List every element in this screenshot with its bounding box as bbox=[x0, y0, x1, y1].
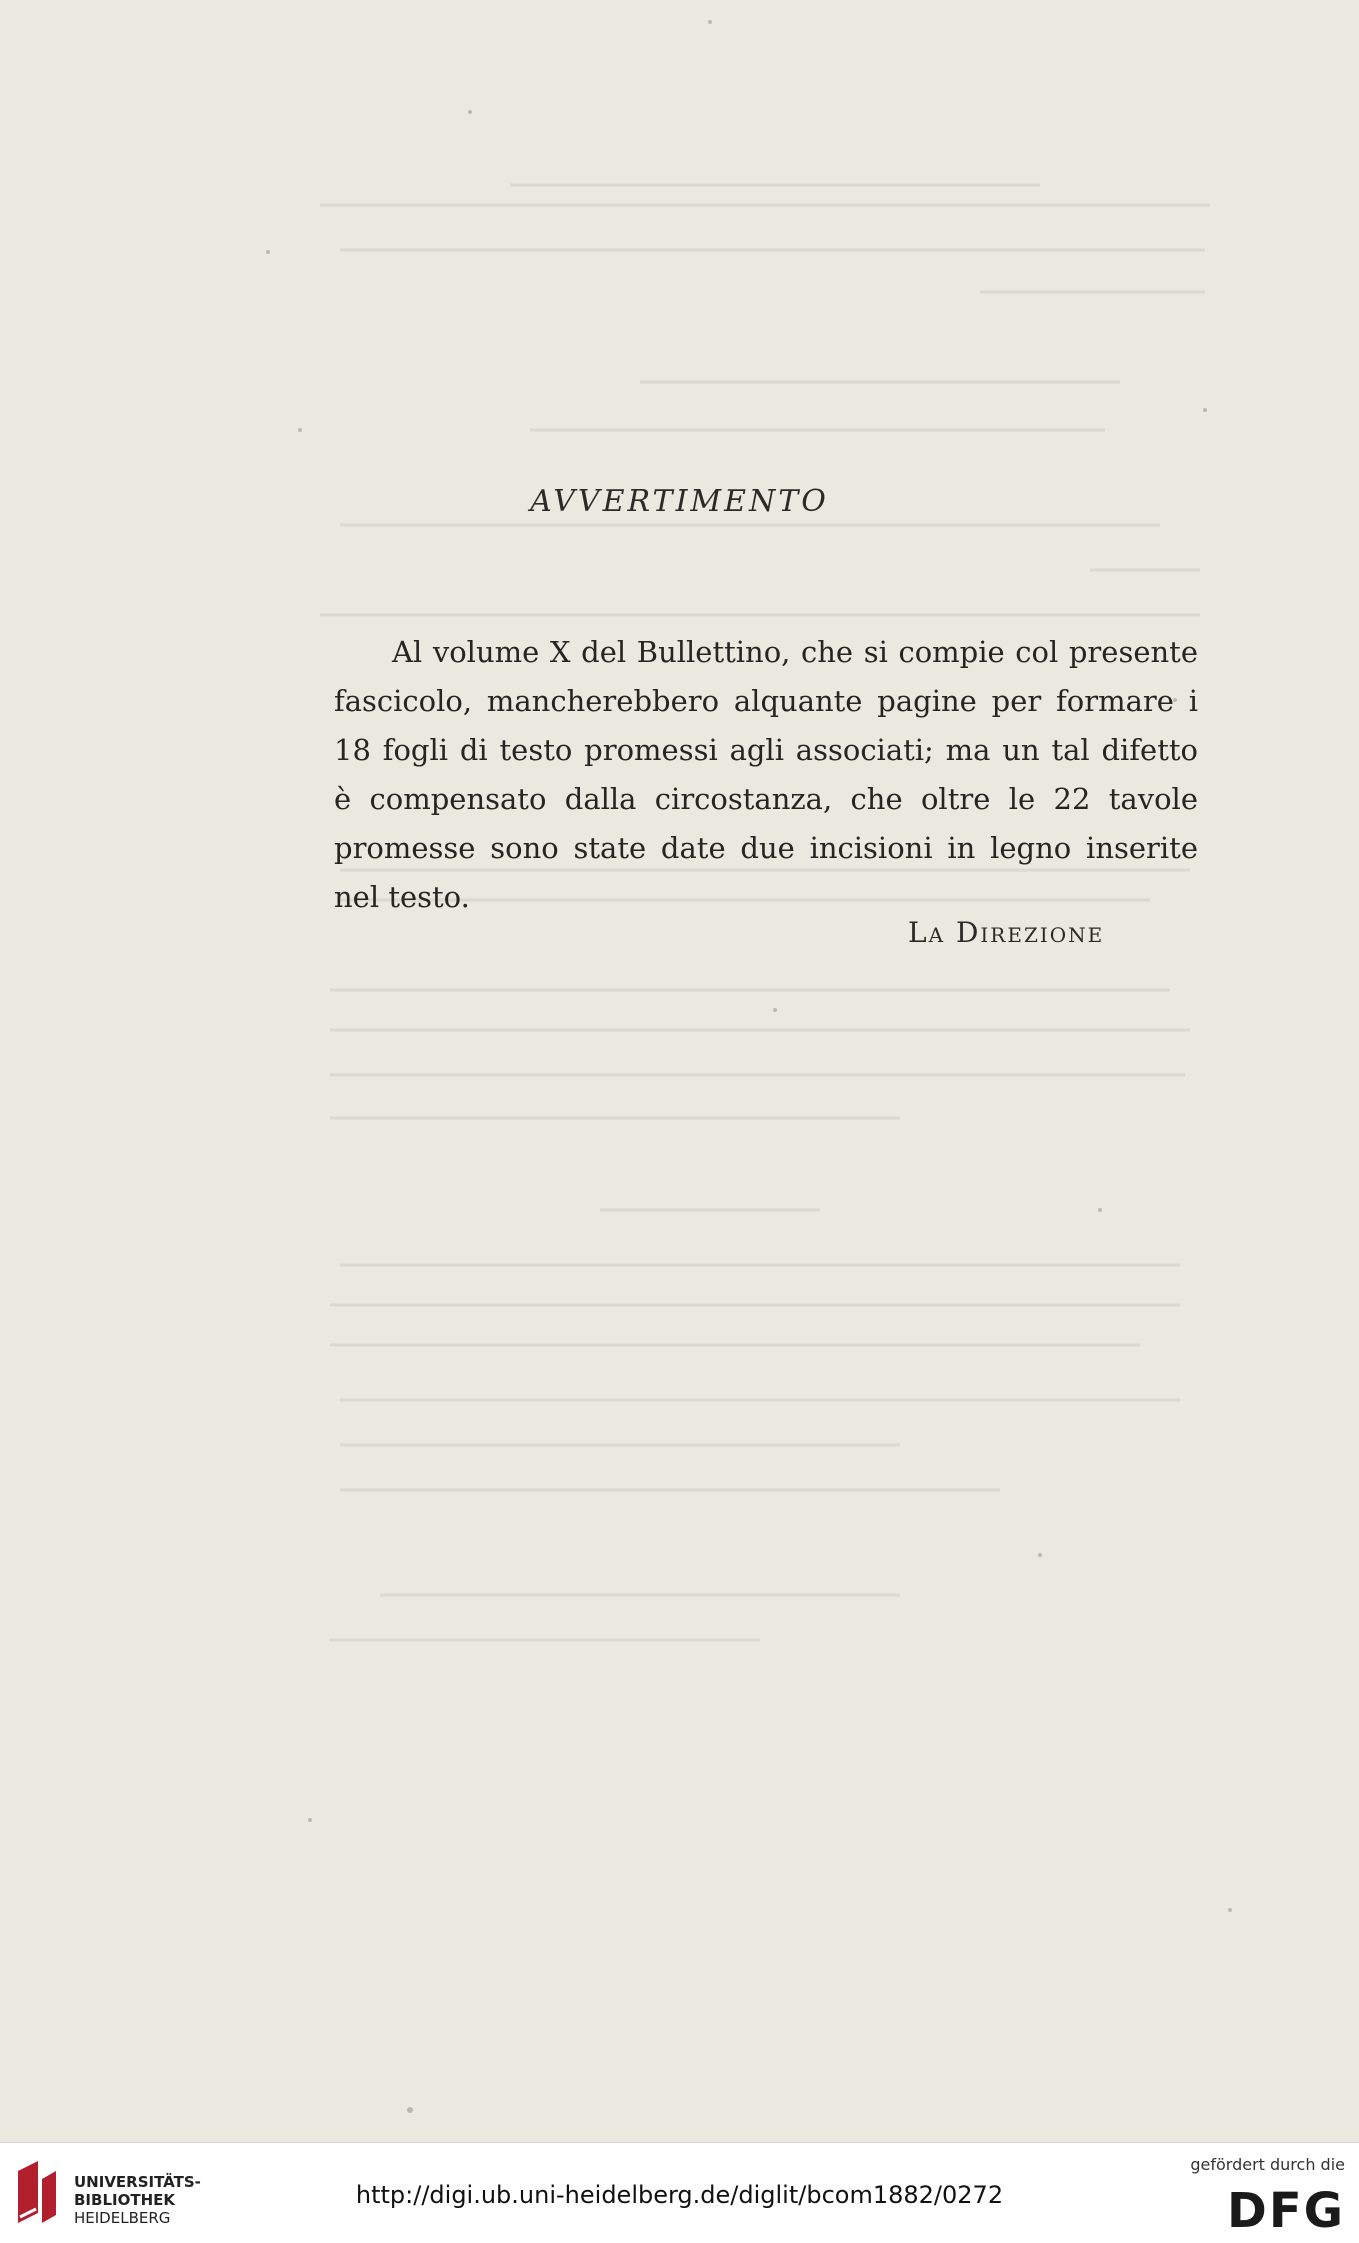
svg-text:DFG: DFG bbox=[1226, 2183, 1345, 2231]
dfg-logo-icon bbox=[1215, 2183, 1345, 2231]
notice-paragraph: Al volume X del Bullettino, che si compie col presente fascicolo, mancherebbero alquante pagine per formare i 18 fogli di testo promessi agli associati; ma un tal difetto è compensato dalla circostanza, che oltre le 22 tavole promesse sono state date due incisioni in legno inserite nel testo. bbox=[334, 635, 1198, 914]
library-name-line3: HEIDELBERG bbox=[74, 2209, 171, 2227]
signature: La Direzione bbox=[908, 916, 1105, 949]
library-name-line2: BIBLIOTHEK bbox=[74, 2191, 175, 2209]
library-name-line1: UNIVERSITÄTS- bbox=[74, 2173, 201, 2191]
viewer-footer bbox=[0, 2142, 1359, 2243]
permalink-url[interactable]: http://digi.ub.uni-heidelberg.de/diglit/bcom1882/0272 bbox=[355, 2181, 1004, 2209]
page-heading: AVVERTIMENTO bbox=[530, 484, 829, 519]
funding-label: gefördert durch die bbox=[1190, 2155, 1345, 2174]
